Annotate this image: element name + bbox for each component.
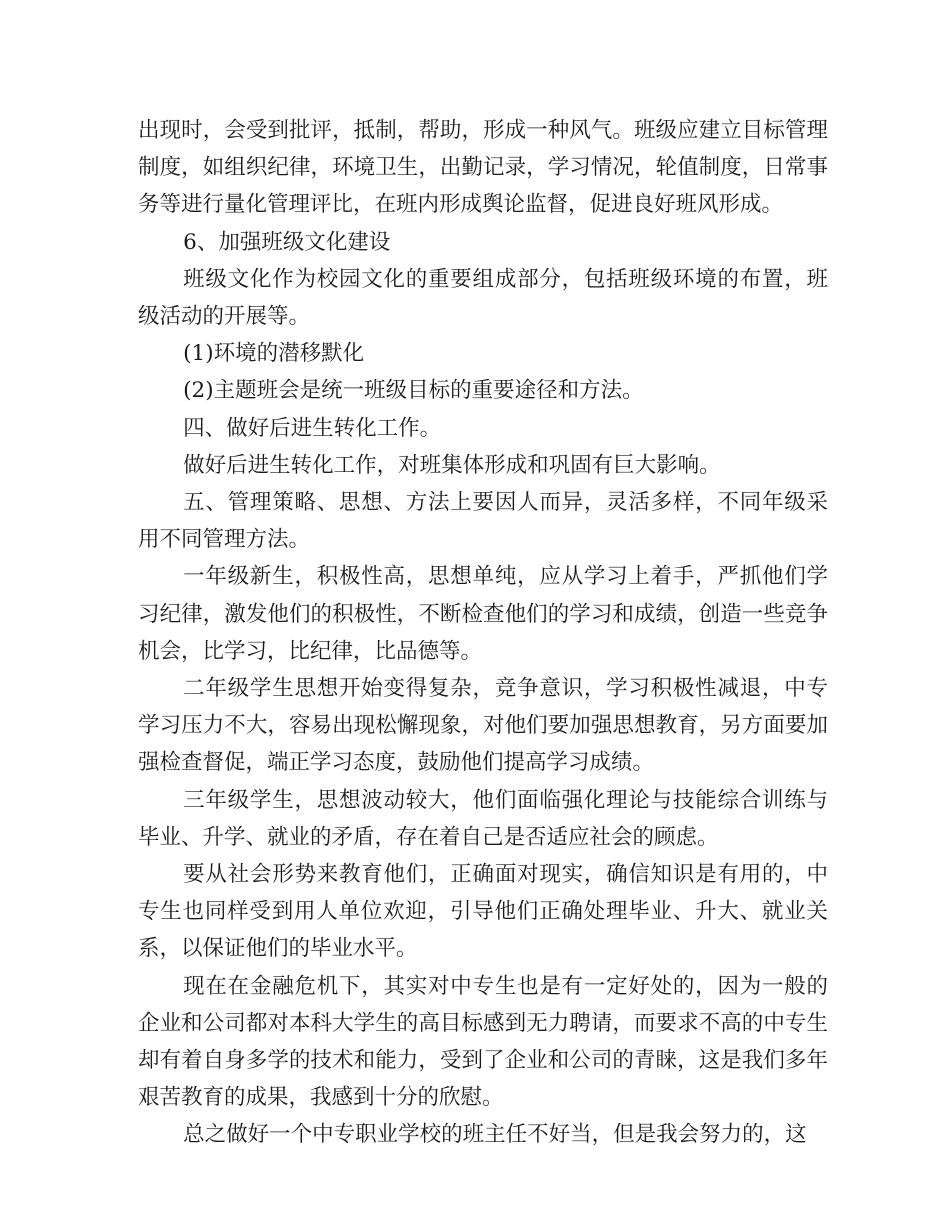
paragraph: 二年级学生思想开始变得复杂，竞争意识，学习积极性减退，中专学习压力不大，容易出现松懈现象，对他们要加强思想教育，另方面要加强检查督促，端正学习态度，鼓励他们提高学习成绩。 [138,676,828,776]
document-body [138,112,828,1154]
paragraph: 四、做好后进生转化工作。 [183,415,442,441]
paragraph: 班级文化作为校园文化的重要组成部分，包括班级环境的布置，班级活动的开展等。 [138,266,828,330]
paragraph: 一年级新生，积极性高，思想单纯，应从学习上着手，严抓他们学习纪律，激发他们的积极性，不断检查他们的学习和成绩，创造一些竞争机会，比学习，比纪律，比品德等。 [138,564,828,664]
paragraph: (2)主题班会是统一班级目标的重要途径和方法。 [183,378,644,404]
paragraph: 五、管理策略、思想、方法上要因人而异，灵活多样，不同年级采用不同管理方法。 [138,490,828,553]
paragraph: 要从社会形势来教育他们，正确面对现实，确信知识是有用的，中专生也同样受到用人单位欢迎，引导他们正确处理毕业、升大、就业关系，以保证他们的毕业水平。 [138,862,828,962]
paragraph: 6、加强班级文化建设 [183,229,391,255]
paragraph: 现在在金融危机下，其实对中专生也是有一定好处的，因为一般的企业和公司都对本科大学生的高目标感到无力聘请，而要求不高的中专生却有着自身多学的技术和能力，受到了企业和公司的青睐，这是我们多年艰苦教育的成果，我感到十分的欣慰。 [138,973,828,1111]
paragraph: 出现时，会受到批评，抵制，帮助，形成一种风气。班级应建立目标管理制度，如组织纪律，环境卫生，出勤记录，学习情况，轮值制度，日常事务等进行量化管理评比，在班内形成舆论监督，促进良好班风形成。 [138,118,828,218]
paragraph: 总之做好一个中专职业学校的班主任不好当，但是我会努力的，这 [183,1122,807,1148]
paragraph: 三年级学生，思想波动较大，他们面临强化理论与技能综合训练与毕业、升学、就业的矛盾，存在着自己是否适应社会的顾虑。 [138,787,828,850]
paragraph: (1)环境的潜移默化 [183,341,365,367]
paragraph: 做好后进生转化工作，对班集体形成和巩固有巨大影响。 [183,452,721,478]
